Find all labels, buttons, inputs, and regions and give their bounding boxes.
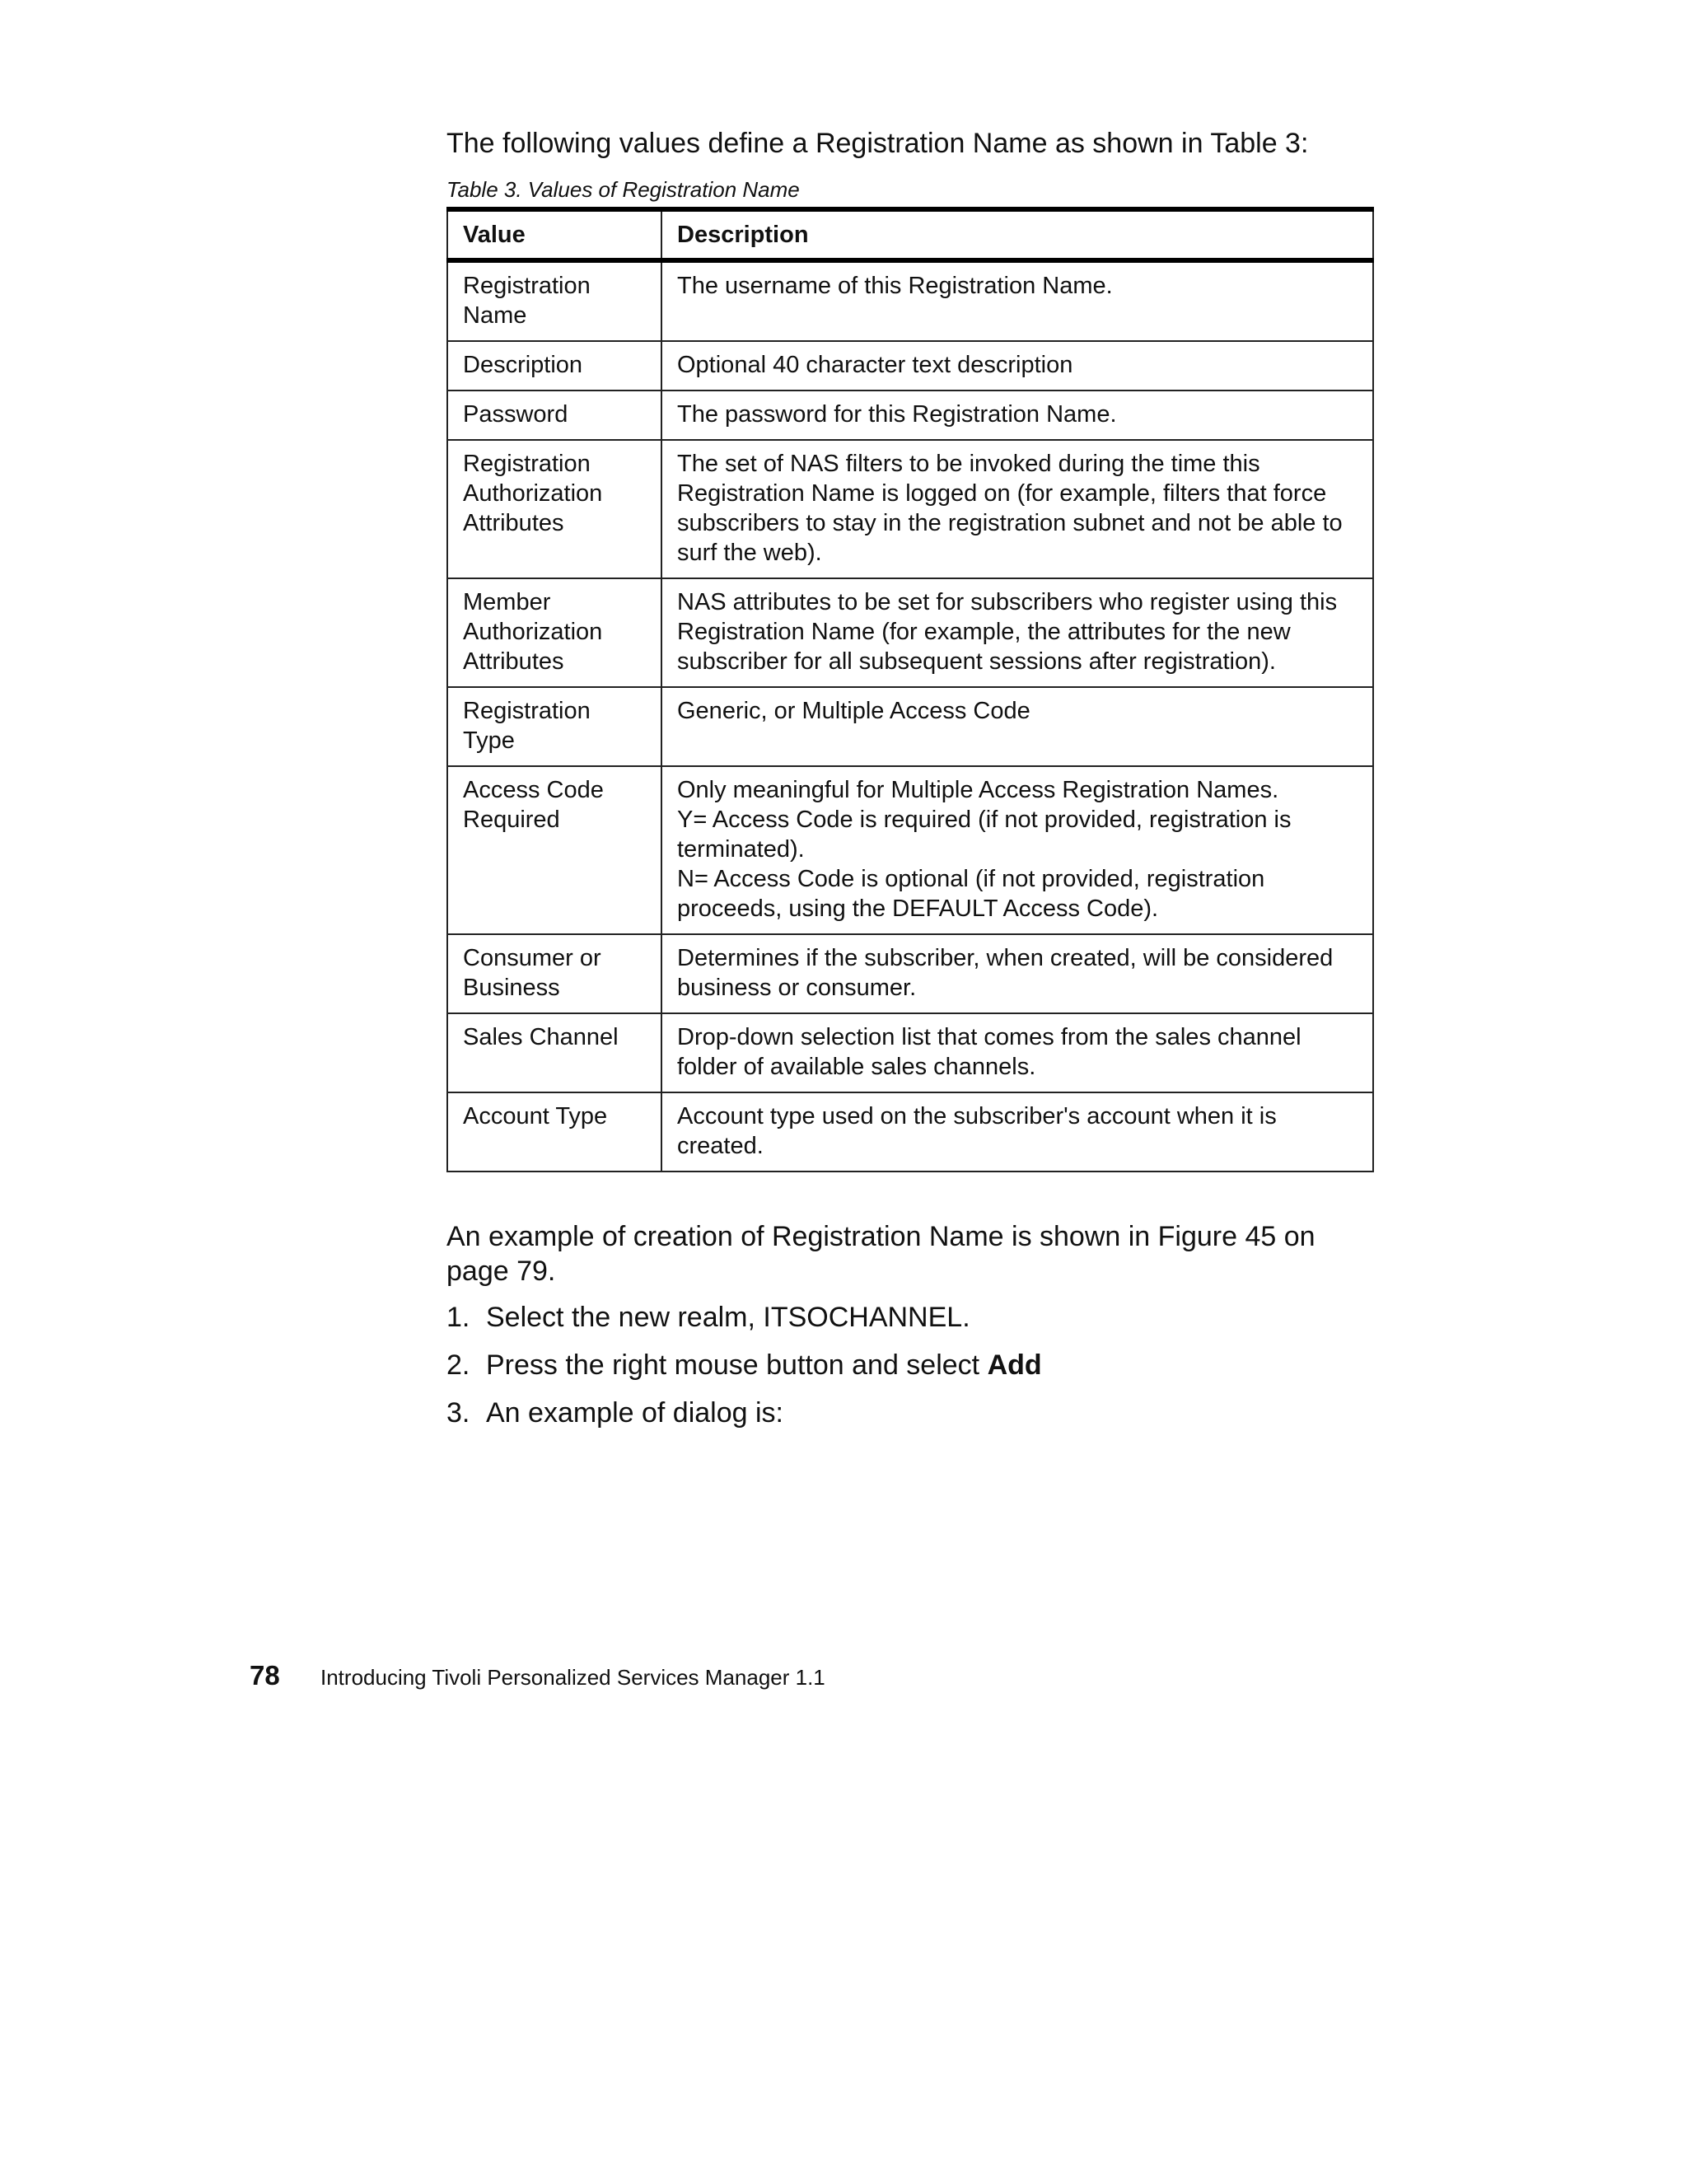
table-row xyxy=(447,578,1373,687)
description-line: The password for this Registration Name. xyxy=(677,401,1117,428)
step-bold-term: Add xyxy=(987,1349,1042,1381)
row-value-cell: Password xyxy=(447,391,661,440)
row-description-cell xyxy=(661,766,1373,934)
row-value-cell: Member Authorization Attributes xyxy=(447,578,661,687)
table-row xyxy=(447,766,1373,934)
description-line: Determines if the subscriber, when created, will be considered business or consumer. xyxy=(677,945,1334,1001)
intro-paragraph: The following values define a Registration Name as shown in Table 3: xyxy=(446,128,1309,159)
table-row xyxy=(447,341,1373,391)
table-row xyxy=(447,1092,1373,1172)
list-item xyxy=(446,1348,1377,1382)
row-description-cell xyxy=(661,934,1373,1013)
row-description-cell xyxy=(661,687,1373,766)
table-caption: Table 3. Values of Registration Name xyxy=(446,177,800,202)
step-number: 1. xyxy=(446,1302,470,1333)
figure-reference-paragraph: An example of creation of Registration Name is shown in Figure 45 on page 79. xyxy=(446,1221,1315,1287)
table-row xyxy=(447,391,1373,440)
step-text: An example of dialog is: xyxy=(486,1397,783,1429)
row-value-cell: Consumer or Business xyxy=(447,934,661,1013)
table-row xyxy=(447,260,1373,341)
row-value-cell: Registration Name xyxy=(447,260,661,341)
row-description-cell xyxy=(661,391,1373,440)
row-value-cell: Account Type xyxy=(447,1092,661,1172)
description-line: The set of NAS filters to be invoked during the time this Registration Name is logged on (for example, filters that force subscribers to stay in the registration subnet and not be able to surf the web). xyxy=(677,451,1343,566)
step-number: 2. xyxy=(446,1349,470,1381)
table-row xyxy=(447,1013,1373,1092)
step-text: Press the right mouse button and select xyxy=(486,1349,988,1381)
table-body xyxy=(447,260,1373,1172)
row-description-cell xyxy=(661,1013,1373,1092)
column-header-value: Value xyxy=(447,209,661,260)
table-row xyxy=(447,440,1373,578)
page-number: 78 xyxy=(250,1660,280,1691)
description-line: NAS attributes to be set for subscribers who register using this Registration Name (for example, the attributes for the new subscriber for all subsequent sessions after registration). xyxy=(677,589,1338,675)
description-line: N= Access Code is optional (if not provided, registration proceeds, using the DEFAULT Access Code). xyxy=(677,866,1265,922)
description-line: Only meaningful for Multiple Access Registration Names. xyxy=(677,777,1279,803)
row-description-cell xyxy=(661,578,1373,687)
description-line: Account type used on the subscriber's account when it is created. xyxy=(677,1103,1277,1159)
row-description-cell xyxy=(661,341,1373,391)
description-line: The username of this Registration Name. xyxy=(677,273,1113,299)
list-item xyxy=(446,1396,1377,1430)
table-row xyxy=(447,934,1373,1013)
description-line: Drop-down selection list that comes from the sales channel folder of available sales channels. xyxy=(677,1024,1301,1080)
row-description-cell xyxy=(661,440,1373,578)
table-header-row xyxy=(447,209,1373,260)
step-number: 3. xyxy=(446,1397,470,1429)
step-text: Select the new realm, ITSOCHANNEL. xyxy=(486,1302,970,1333)
row-description-cell xyxy=(661,1092,1373,1172)
row-value-cell: Sales Channel xyxy=(447,1013,661,1092)
row-value-cell: Access Code Required xyxy=(447,766,661,934)
steps-list xyxy=(446,1300,1377,1443)
description-line: Optional 40 character text description xyxy=(677,352,1073,378)
list-item xyxy=(446,1300,1377,1335)
page-footer xyxy=(250,1659,825,1694)
description-line: Y= Access Code is required (if not provided, registration is terminated). xyxy=(677,807,1292,863)
row-value-cell: Registration Authorization Attributes xyxy=(447,440,661,578)
table-row xyxy=(447,687,1373,766)
row-value-cell: Description xyxy=(447,341,661,391)
row-description-cell xyxy=(661,260,1373,341)
book-title: Introducing Tivoli Personalized Services Manager 1.1 xyxy=(320,1665,825,1690)
description-line: Generic, or Multiple Access Code xyxy=(677,698,1030,724)
registration-name-table xyxy=(446,207,1374,1172)
column-header-description: Description xyxy=(661,209,1373,260)
row-value-cell: Registration Type xyxy=(447,687,661,766)
